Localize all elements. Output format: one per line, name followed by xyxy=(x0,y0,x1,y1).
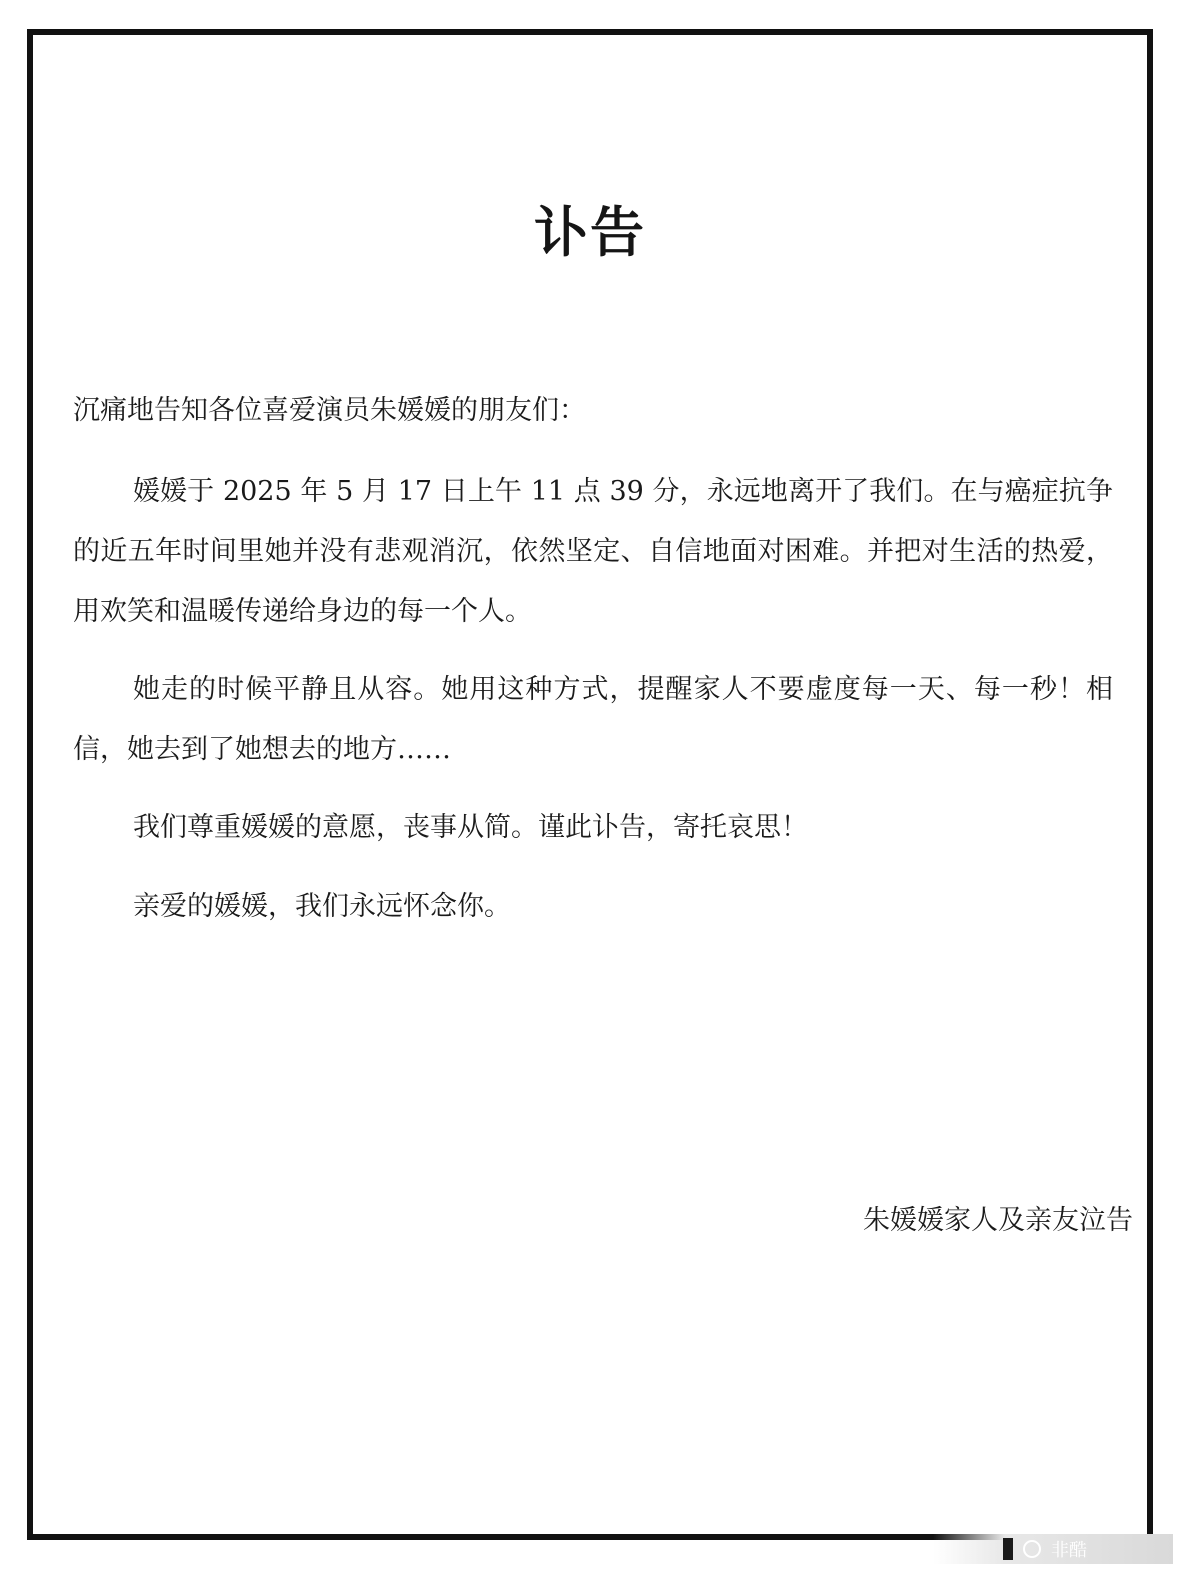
notice-paragraph-3: 我们尊重媛媛的意愿，丧事从简。谨此讣告，寄托哀思！ xyxy=(133,812,808,843)
notice-paragraph-1: 媛媛于 2025 年 5 月 17 日上午 11 点 39 分，永远地离开了我们。在与癌症抗争的近五年时间里她并没有悲观消沉，依然坚定、自信地面对困难。并把对生活的热爱，用欢笑和温暖传递给身边的每一个人。 xyxy=(73,476,1113,627)
notice-paragraph-2: 她走的时候平静且从容。她用这种方式，提醒家人不要虚度每一天、每一秒！相信，她去到了她想去的地方…… xyxy=(73,674,1113,765)
notice-paragraph-4: 亲爱的媛媛，我们永远怀念你。 xyxy=(133,891,511,922)
watermark xyxy=(933,1534,1173,1564)
weibo-icon xyxy=(1023,1540,1041,1558)
notice-signature: 朱媛媛家人及亲友泣告 xyxy=(863,1205,1133,1236)
watermark-text: 非酷 xyxy=(1051,1540,1087,1561)
notice-salutation: 沉痛地告知各位喜爱演员朱媛媛的朋友们： xyxy=(73,395,586,426)
notice-title: 讣告 xyxy=(534,201,646,264)
notice-border-frame xyxy=(27,29,1153,1540)
watermark-bar-icon xyxy=(1003,1538,1013,1560)
